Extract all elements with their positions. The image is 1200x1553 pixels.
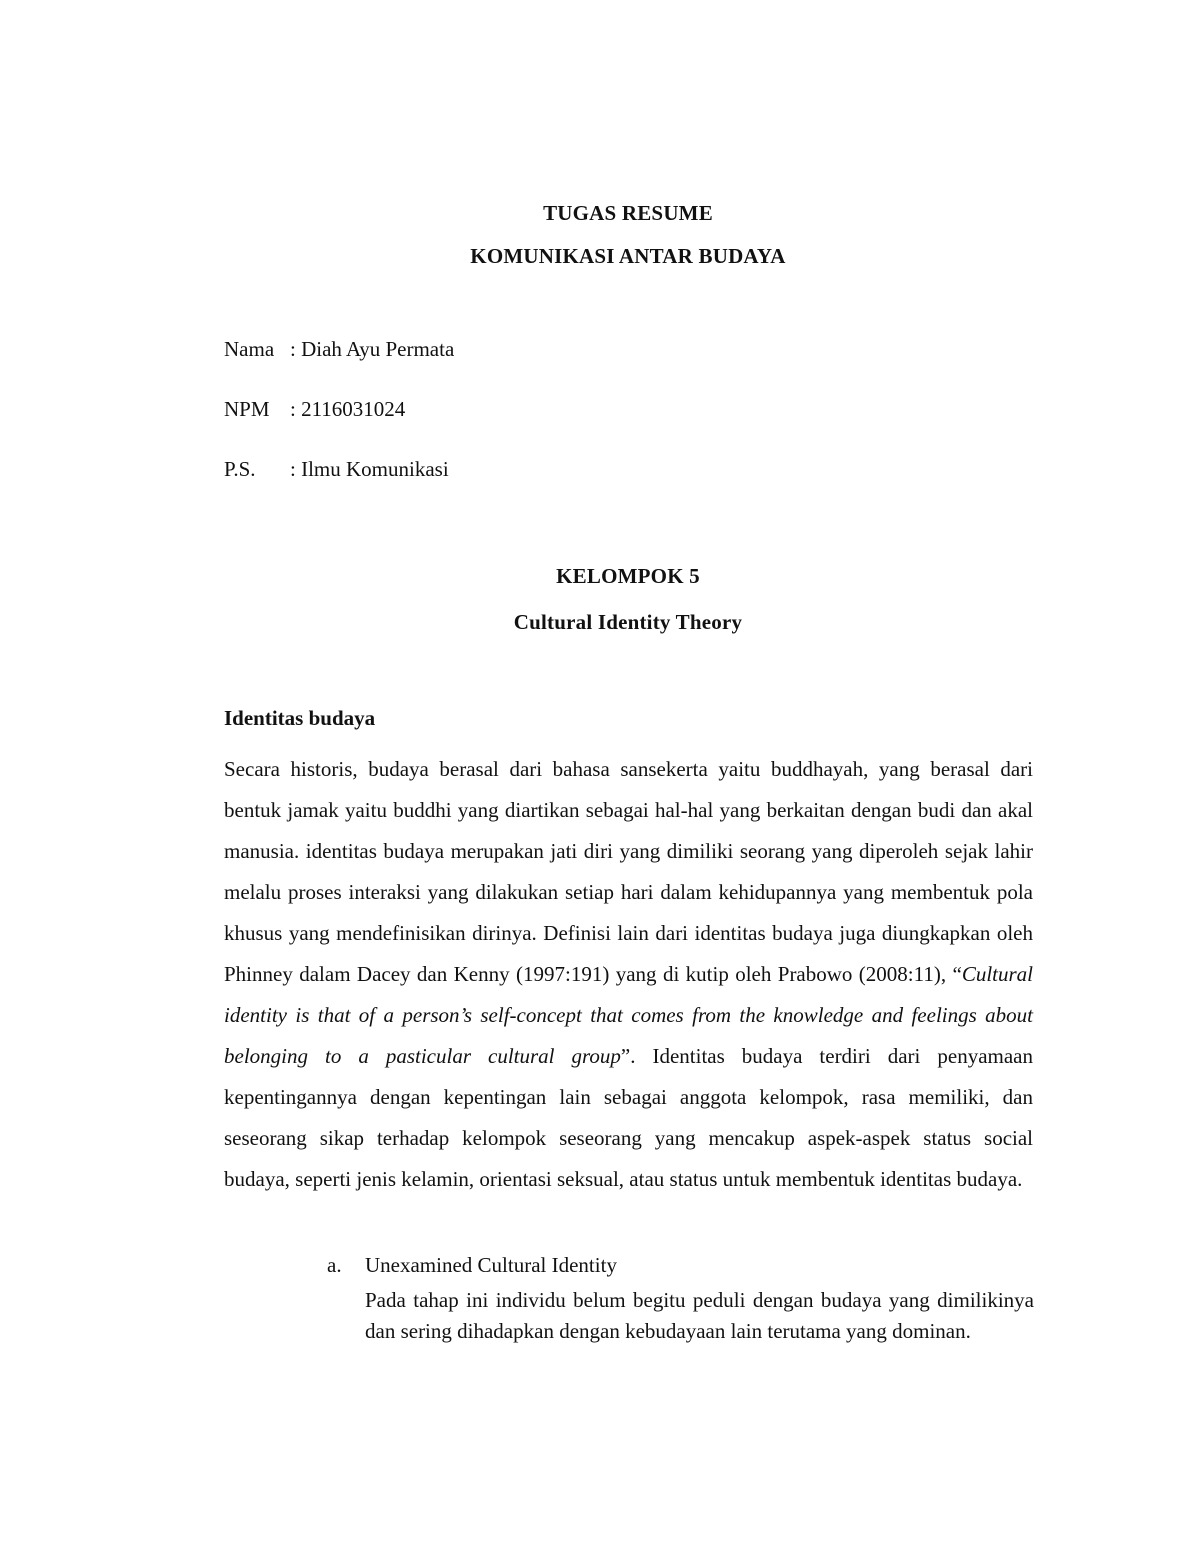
document-title: TUGAS RESUME — [543, 201, 713, 225]
info-label: NPM — [224, 397, 270, 421]
info-row-nama — [224, 337, 454, 362]
section-paragraph — [224, 749, 1033, 1200]
info-label: P.S. — [224, 457, 256, 481]
list-item-title: Unexamined Cultural Identity — [365, 1253, 617, 1277]
info-value: : Diah Ayu Permata — [290, 337, 455, 361]
document-subtitle: KOMUNIKASI ANTAR BUDAYA — [470, 244, 786, 268]
list-item-body: Pada tahap ini individu belum begitu peduli dengan budaya yang dimilikinya dan sering dihadapkan dengan kebudayaan lain terutama yang dominan. — [365, 1288, 1034, 1343]
info-label: Nama — [224, 337, 275, 361]
section-heading: Identitas budaya — [224, 706, 376, 730]
info-value: : Ilmu Komunikasi — [290, 457, 449, 481]
info-row-npm — [224, 397, 405, 422]
paragraph-text: Secara historis, budaya berasal dari bahasa sansekerta yaitu buddhayah, yang berasal dari bentuk jamak yaitu buddhi yang diartikan sebagai hal-hal yang berkaitan dengan budi dan akal manusia. identitas budaya merupakan jati diri yang dimiliki seorang yang diperoleh sejak lahir melalu proses interaksi yang dilakukan setiap hari dalam kehidupannya yang membentuk pola khusus yang mendefinisikan dirinya. Definisi lain dari identitas budaya juga diungkapkan oleh Phinney dalam Dacey dan Kenny (1997:191) yang di kutip oleh Prabowo (2008:11), “ — [224, 757, 1033, 986]
quote-text: Cultural identity is that of a person’s self-concept that comes from the knowledge and feelings about belonging to a pasticular cultural group — [224, 962, 1033, 1068]
info-row-ps — [224, 457, 449, 482]
paragraph-text-continued: ”. Identitas budaya terdiri dari penyamaan kepentingannya dengan kepentingan lain sebagai anggota kelompok, rasa memiliki, dan seseorang sikap terhadap kelompok seseorang yang mencakup aspek-aspek status social budaya, seperti jenis kelamin, orientasi seksual, atau status untuk membentuk identitas budaya. — [224, 1044, 1033, 1191]
theory-title: Cultural Identity Theory — [513, 610, 743, 634]
group-title: KELOMPOK 5 — [556, 564, 700, 588]
list-marker: a. — [327, 1253, 342, 1277]
info-value: : 2116031024 — [290, 397, 406, 421]
